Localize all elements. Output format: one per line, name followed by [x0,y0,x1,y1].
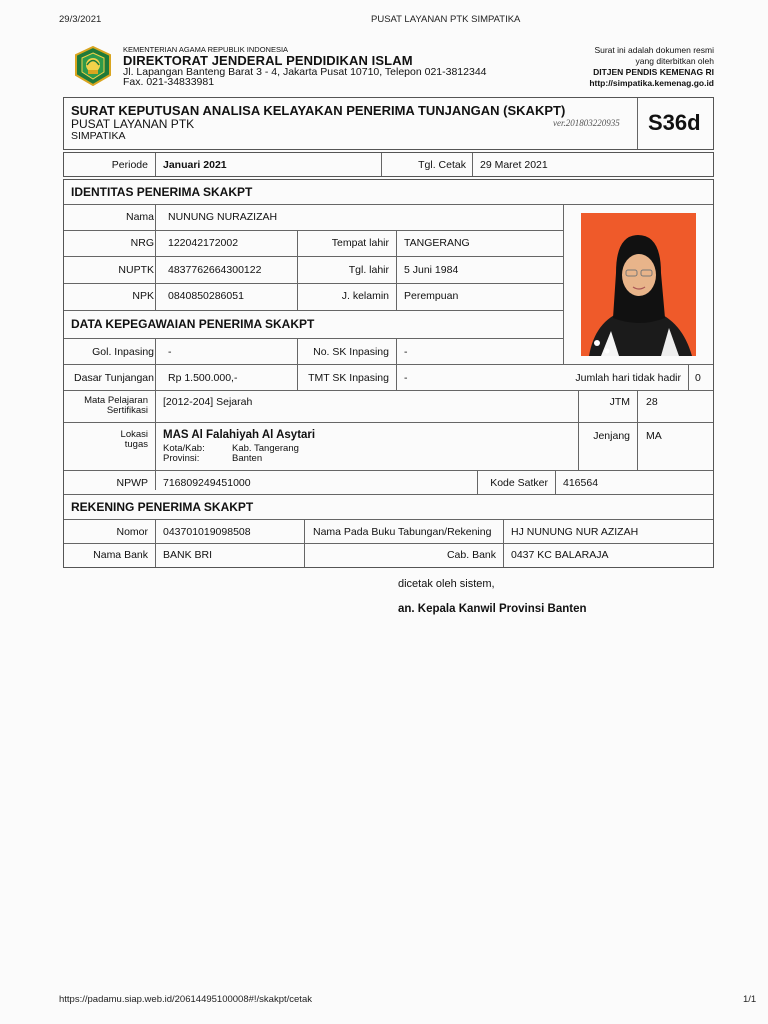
kepegawaian-heading: DATA KEPEGAWAIAN PENERIMA SKAKPT [71,317,315,331]
signature-line1: dicetak oleh sistem, [398,578,495,590]
note-url: http://simpatika.kemenag.go.id [589,78,714,88]
periode-label: Periode [111,159,148,171]
nama-bank-value: BANK BRI [163,549,213,561]
mapel-value: [2012-204] Sejarah [163,396,253,408]
signature-line2: an. Kepala Kanwil Provinsi Banten [398,603,587,615]
jenis-kelamin-value: Perempuan [404,290,459,302]
gol-inpasing-value: - [168,346,172,358]
periode-value: Januari 2021 [163,159,227,171]
jenjang-value: MA [646,430,662,442]
nama-label: Nama [125,211,154,223]
mapel-label-line1: Mata Pelajaran [84,395,148,406]
institution-address: Jl. Lapangan Banteng Barat 3 - 4, Jakarta Pusat 10710, Telepon 021-3812344 [123,66,487,78]
lokasi-label-line2: tugas [124,439,148,450]
lokasi-label [66,430,148,450]
provinsi-value: Banten [232,453,263,464]
nama-value: NUNUNG NURAZIZAH [168,211,278,223]
no-sk-value: - [404,346,408,358]
tempat-lahir-label: Tempat lahir [331,237,389,249]
dasar-tunjangan-value: Rp 1.500.000,- [168,372,238,384]
document-title: SURAT KEPUTUSAN ANALISA KELAYAKAN PENERIMA TUNJANGAN (SKAKPT) [71,103,566,118]
dasar-tunjangan-label: Dasar Tunjangan [74,372,154,384]
npk-label: NPK [132,290,154,302]
jtm-label: JTM [609,396,630,408]
directorate-name: DIREKTORAT JENDERAL PENDIDIKAN ISLAM [123,53,413,68]
document-code: S36d [648,110,701,135]
nama-buku-label: Nama Pada Buku Tabungan/Rekening [313,526,492,538]
print-date-label: Tgl. Cetak [418,159,466,171]
mapel-label [66,396,148,416]
nuptk-value: 4837762664300122 [168,264,262,276]
hari-tidak-hadir-value: 0 [695,372,701,384]
lokasi-value: MAS Al Falahiyah Al Asytari [163,429,316,441]
tgl-lahir-value: 5 Juni 1984 [404,264,459,276]
nama-buku-value: HJ NUNUNG NUR AZIZAH [511,526,639,538]
recipient-photo [581,213,696,356]
tmt-sk-label: TMT SK Inpasing [308,372,389,384]
print-date-value: 29 Maret 2021 [480,159,548,171]
tmt-sk-value: - [404,372,408,384]
cabang-bank-label: Cab. Bank [446,549,496,561]
nomor-rekening-value: 043701019098508 [163,526,251,538]
institution-fax: Fax. 021-34833981 [123,76,215,88]
kode-satker-value: 416564 [563,477,599,489]
ministry-name: KEMENTERIAN AGAMA REPUBLIK INDONESIA [123,45,289,54]
kemenag-logo [73,46,113,86]
kota-label: Kota/Kab: [163,443,205,454]
version-text: ver.201803220935 [553,118,620,128]
subtitle-1: PUSAT LAYANAN PTK [71,117,195,131]
print-title: PUSAT LAYANAN PTK SIMPATIKA [371,14,521,25]
kode-satker-label: Kode Satker [490,477,548,489]
footer-page: 1/1 [743,994,757,1005]
kota-value: Kab. Tangerang [232,443,299,454]
npwp-value: 716809249451000 [163,477,251,489]
print-date: 29/3/2021 [59,14,102,25]
jtm-value: 28 [646,396,658,408]
nama-bank-label: Nama Bank [93,549,148,561]
jenjang-label: Jenjang [593,430,630,442]
npwp-label: NPWP [116,477,148,489]
tempat-lahir-value: TANGERANG [404,237,470,249]
no-sk-label: No. SK Inpasing [313,346,389,358]
note-line2: yang diterbitkan oleh [635,56,714,66]
identitas-heading: IDENTITAS PENERIMA SKAKPT [71,185,253,199]
nrg-value: 122042172002 [168,237,239,249]
hari-tidak-hadir-label: Jumlah hari tidak hadir [575,372,681,384]
provinsi-label: Provinsi: [163,453,200,464]
rekening-heading: REKENING PENERIMA SKAKPT [71,500,254,514]
npk-value: 0840850286051 [168,290,244,302]
footer-url: https://padamu.siap.web.id/20614495100008#!/skakpt/cetak [59,994,312,1005]
official-note [589,45,714,89]
subtitle-2: SIMPATIKA [71,130,126,142]
nuptk-label: NUPTK [118,264,154,276]
note-line1: Surat ini adalah dokumen resmi [594,45,714,55]
mapel-label-line2: Sertifikasi [106,405,148,416]
nrg-label: NRG [130,237,154,249]
gol-inpasing-label: Gol. Inpasing [92,346,154,358]
jenis-kelamin-label: J. kelamin [341,290,389,302]
lokasi-label-line1: Lokasi [120,429,148,440]
nomor-rekening-label: Nomor [116,526,148,538]
note-issuer: DITJEN PENDIS KEMENAG RI [593,67,714,77]
cabang-bank-value: 0437 KC BALARAJA [511,549,609,561]
tgl-lahir-label: Tgl. lahir [348,264,389,276]
